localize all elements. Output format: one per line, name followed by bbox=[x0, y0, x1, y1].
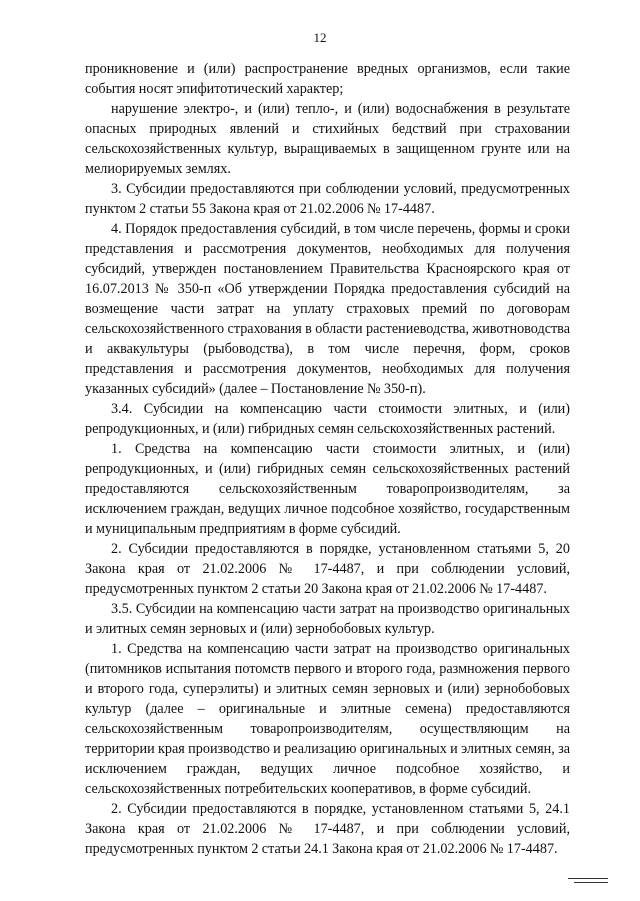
paragraph: 2. Субсидии предоставляются в порядке, установленном статьями 5, 24.1 Закона края от 21.02.2006 № 17-4487, и при соблюдении условий, предусмотренных пунктом 2 статьи 24.1 Закона края от 21.02.2006 № 17-4487. bbox=[85, 801, 570, 857]
paragraph: 1. Средства на компенсацию части стоимости элитных, и (или) репродукционных, и (или) гибридных семян сельскохозяйственных растений предоставляются сельскохозяйственным товаропроизводителям, за исключением граждан, ведущих личное подсобное хозяйство, государственным и муниципальным предприятиям в форме субсидий. bbox=[85, 441, 570, 537]
page-number: 12 bbox=[313, 30, 327, 45]
paragraph: 2. Субсидии предоставляются в порядке, установленном статьями 5, 20 Закона края от 21.02.2006 № 17-4487, и при соблюдении условий, предусмотренных пунктом 2 статьи 20 Закона края от 21.02.2006 № 17-4487. bbox=[85, 541, 570, 597]
paragraph: 4. Порядок предоставления субсидий, в том числе перечень, формы и сроки представления и рассмотрения документов, необходимых для получения субсидий, утвержден постановлением Правительства Красноярского края от 16.07.2013 № 350-п «Об утверждении Порядка предоставления субсидий на возмещение части затрат на уплату страховых премий по договорам сельскохозяйственного страхования в области растениеводства, животноводства и аквакультуры (рыбоводства), в том числе перечня, форм, сроков представления и рассмотрения документов, необходимых для получения указанных субсидий» (далее – Постановление № 350-п). bbox=[85, 221, 570, 397]
footer-rule bbox=[568, 878, 608, 884]
paragraph: нарушение электро-, и (или) тепло-, и (или) водоснабжения в результате опасных природных явлений и стихийных бедствий при страховании сельскохозяйственных культур, выращиваемых в защищенном грунте или на мелиорируемых землях. bbox=[85, 101, 570, 177]
section-heading-3-5: 3.5. Субсидии на компенсацию части затрат на производство оригинальных и элитных семян зерновых и (или) зернобобовых культур. bbox=[85, 601, 570, 637]
section-heading-3-4: 3.4. Субсидии на компенсацию части стоимости элитных, и (или) репродукционных, и (или) гибридных семян сельскохозяйственных растений. bbox=[85, 401, 570, 437]
paragraph: 1. Средства на компенсацию части затрат на производство оригинальных (питомников испытания потомств первого и второго года, размножения первого и второго года, суперэлиты) и элитных семян зерновых и (или) зернобобовых культур (далее – оригинальные и элитные семена) предоставляются сельскохозяйственным товаропроизводителям, осуществляющим на территории края производство и реализацию оригинальных и элитных семян, за исключением граждан, ведущих личное подсобное хозяйство, и сельскохозяйственных потребительских кооперативов, в форме субсидий. bbox=[85, 641, 571, 797]
paragraph: 3. Субсидии предоставляются при соблюдении условий, предусмотренных пунктом 2 статьи 55 Закона края от 21.02.2006 № 17-4487. bbox=[85, 181, 570, 217]
document-body bbox=[85, 59, 570, 859]
paragraph: проникновение и (или) распространение вредных организмов, если такие события носят эпифитотический характер; bbox=[85, 61, 570, 97]
